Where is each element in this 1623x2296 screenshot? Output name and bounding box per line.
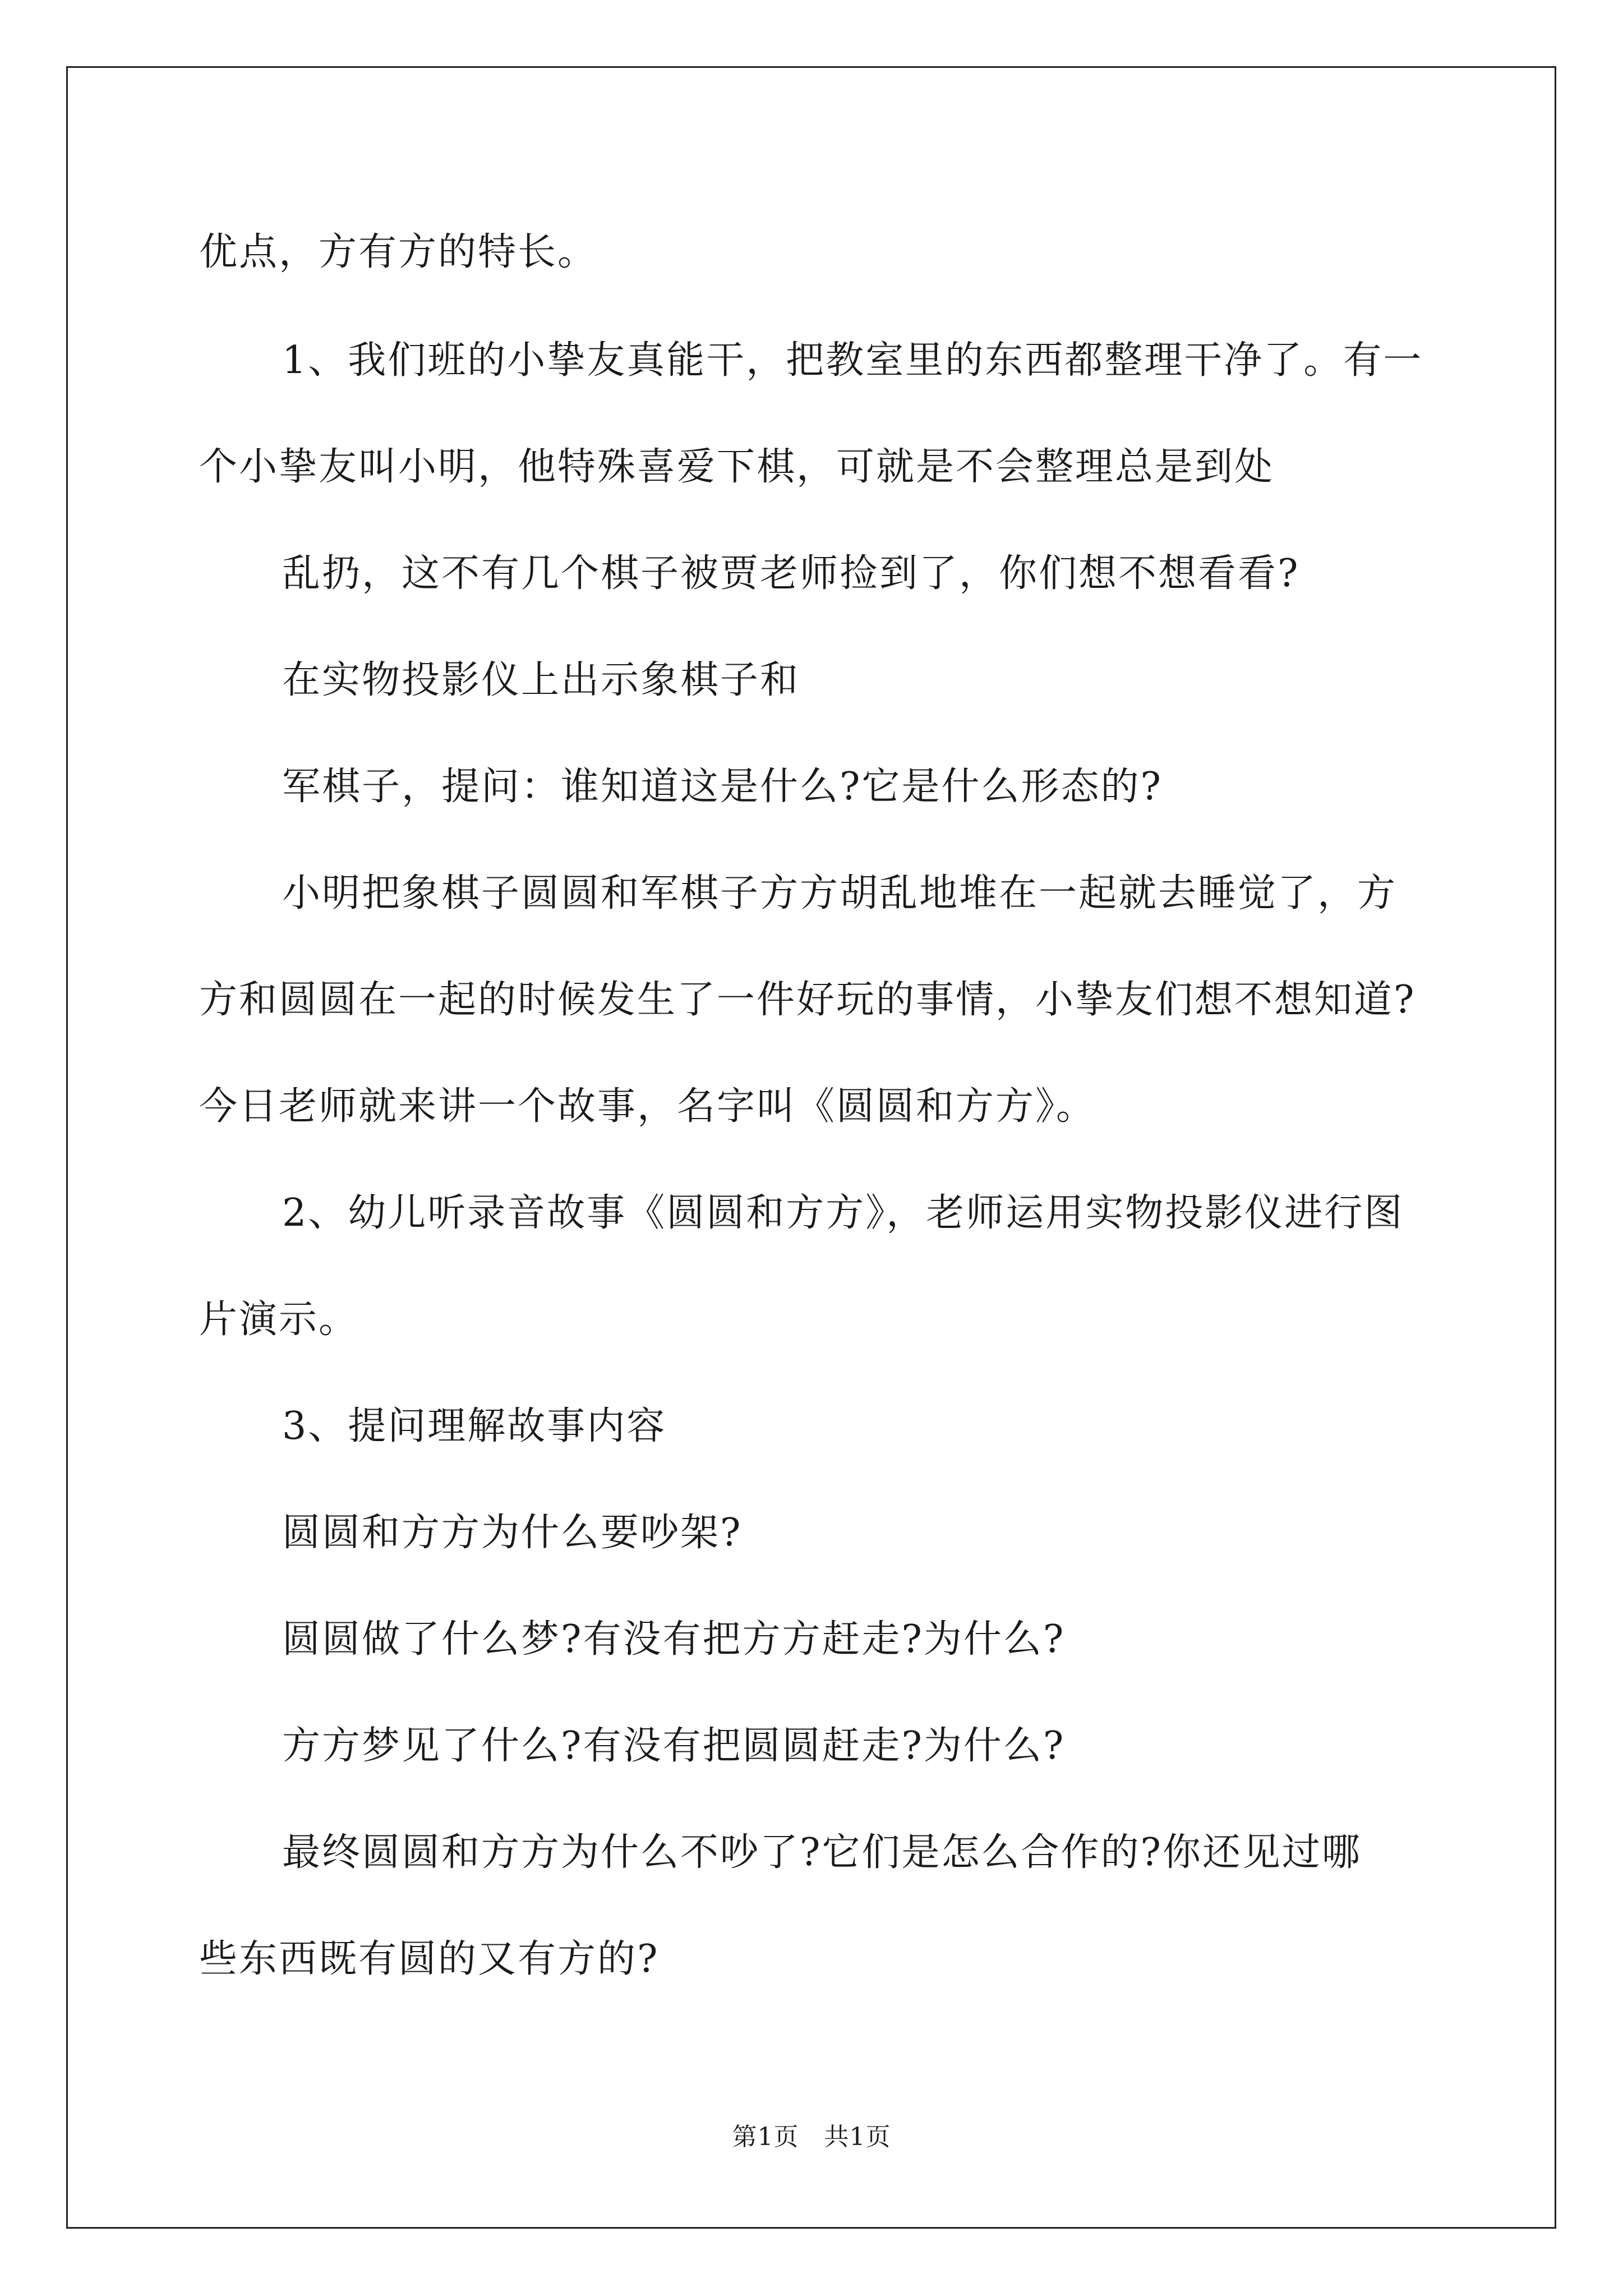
text-line-8: 方和圆圆在一起的时候发生了一件好玩的事情，小挚友们想不想知道? xyxy=(199,978,1416,1022)
text-line-1: 优点，方有方的特长。 xyxy=(199,230,598,274)
page-border xyxy=(66,66,1556,2229)
text-line-9: 今日老师就来讲一个故事，名字叫《圆圆和方方》。 xyxy=(199,1084,1096,1129)
text-line-4: 乱扔，这不有几个棋子被贾老师捡到了，你们想不想看看? xyxy=(282,551,1300,596)
text-line-2: 1、我们班的小挚友真能干，把教室里的东西都整理干净了。有一 xyxy=(282,338,1423,383)
text-line-12: 3、提问理解故事内容 xyxy=(282,1404,667,1448)
text-line-3: 个小挚友叫小明，他特殊喜爱下棋，可就是不会整理总是到处 xyxy=(199,445,1275,489)
page-number-footer: 第1页 共1页 xyxy=(732,2123,891,2151)
text-line-10: 2、幼儿听录音故事《圆圆和方方》，老师运用实物投影仪进行图 xyxy=(282,1191,1404,1235)
text-line-6: 军棋子，提问：谁知道这是什么?它是什么形态的? xyxy=(282,765,1163,809)
text-line-16: 最终圆圆和方方为什么不吵了?它们是怎么合作的?你还见过哪 xyxy=(282,1830,1362,1875)
text-line-17: 些东西既有圆的又有方的? xyxy=(199,1937,660,1981)
text-line-5: 在实物投影仪上出示象棋子和 xyxy=(282,658,800,702)
text-line-15: 方方梦见了什么?有没有把圆圆赶走?为什么? xyxy=(282,1724,1066,1768)
text-line-14: 圆圆做了什么梦?有没有把方方赶走?为什么? xyxy=(282,1617,1066,1662)
text-line-7: 小明把象棋子圆圆和军棋子方方胡乱地堆在一起就去睡觉了，方 xyxy=(282,871,1398,915)
text-line-13: 圆圆和方方为什么要吵架? xyxy=(282,1511,743,1555)
text-line-11: 片演示。 xyxy=(199,1297,359,1342)
